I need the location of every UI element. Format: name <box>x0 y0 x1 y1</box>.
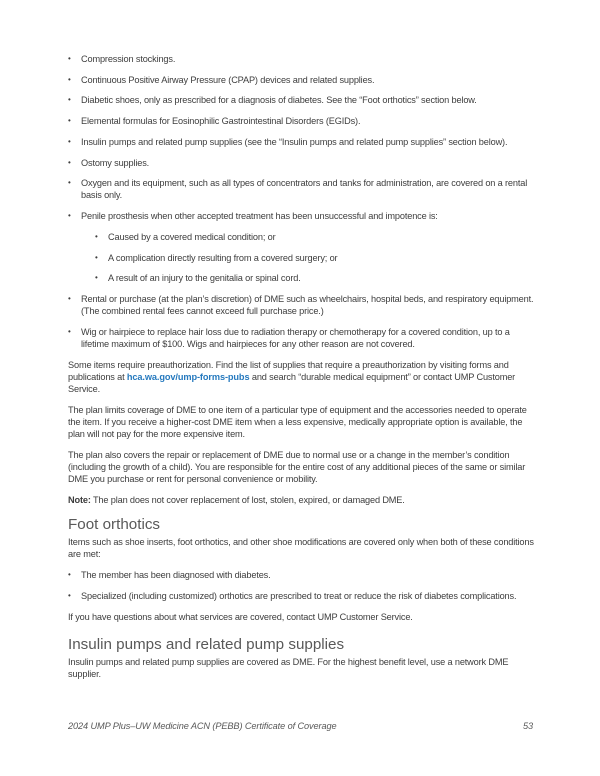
list-item <box>68 136 534 148</box>
list-item <box>68 293 534 317</box>
paragraph-repair-replacement: The plan also covers the repair or replacement of DME due to normal use or a change in the member’s condition (including the growth of a child). You are responsible for the entire cost of any additional pieces of the same or similar DME you purchase or rent for personal convenience or mobility. <box>68 449 526 485</box>
insulin-pumps-body: Insulin pumps and related pump supplies are covered as DME. For the highest benefit level, use a network DME supplier. <box>68 656 509 679</box>
bullet-icon: • <box>68 211 71 221</box>
list-item-text: Ostomy supplies. <box>81 157 150 168</box>
paragraph-note <box>68 494 534 506</box>
sub-list-item <box>95 231 534 243</box>
footer-document-title: 2024 UMP Plus–UW Medicine ACN (PEBB) Certificate of Coverage <box>68 721 337 731</box>
list-item-text: The member has been diagnosed with diabetes. <box>81 570 271 581</box>
foot-orthotics-outro: If you have questions about what services are covered, contact UMP Customer Service. <box>68 611 413 622</box>
list-item-text: Oxygen and its equipment, such as all types of concentrators and tanks for administration, are covered on a rental basis only. <box>81 178 528 201</box>
sub-list-item <box>95 252 534 264</box>
list-item <box>68 115 534 127</box>
penile-conditions-sublist <box>68 231 534 285</box>
bullet-icon: • <box>95 273 98 283</box>
list-item <box>68 157 534 169</box>
sub-list-item <box>95 272 534 284</box>
list-item <box>68 326 534 350</box>
bullet-icon: • <box>68 157 71 167</box>
list-item-text: Specialized (including customized) orthotics are prescribed to treat or reduce the risk of diabetes complications. <box>81 590 517 601</box>
list-item-text: Wig or hairpiece to replace hair loss due to radiation therapy or chemotherapy for a covered condition, up to a lifetime maximum of $100. Wigs and hairpieces for any other reason are not covered. <box>81 326 510 350</box>
link-ump-forms-pubs[interactable]: hca.wa.gov/ump-forms-pubs <box>126 371 250 382</box>
list-item-text: Penile prosthesis when other accepted treatment has been unsuccessful and impotence is: <box>81 211 438 222</box>
bullet-icon: • <box>68 74 71 84</box>
bullet-icon: • <box>68 54 71 63</box>
list-item-text: Elemental formulas for Eosinophilic Gastrointestinal Disorders (EGIDs). <box>81 116 361 127</box>
paragraph-preauthorization <box>68 359 534 396</box>
sub-list-item-text: Caused by a covered medical condition; or <box>108 231 276 242</box>
bullet-icon: • <box>68 326 71 336</box>
covered-items-list-continued <box>68 293 534 350</box>
list-item-text: Diabetic shoes, only as prescribed for a diagnosis of diabetes. See the “Foot orthotics” section below. <box>81 95 477 106</box>
bullet-icon: • <box>68 293 71 303</box>
heading-insulin-pumps: Insulin pumps and related pump supplies <box>68 635 345 653</box>
page-content <box>68 53 534 689</box>
list-item <box>68 94 534 106</box>
list-item <box>68 590 534 602</box>
note-text: The plan does not cover replacement of lost, stolen, expired, or damaged DME. <box>90 495 405 506</box>
footer-page-number: 53 <box>522 721 533 731</box>
bullet-icon: • <box>68 116 71 126</box>
list-item <box>68 210 534 222</box>
bullet-icon: • <box>95 231 98 241</box>
list-item-text: Continuous Positive Airway Pressure (CPAP) devices and related supplies. <box>81 74 375 85</box>
foot-orthotics-intro: Items such as shoe inserts, foot orthotics, and other shoe modifications are covered only when both of these conditions are met: <box>68 537 534 560</box>
bullet-icon: • <box>68 95 71 105</box>
heading-foot-orthotics: Foot orthotics <box>68 516 161 534</box>
bullet-icon: • <box>68 178 71 188</box>
note-label: Note: <box>68 495 91 506</box>
list-item <box>68 177 534 201</box>
list-item <box>68 53 534 65</box>
bullet-icon: • <box>68 570 71 580</box>
bullet-icon: • <box>68 136 71 146</box>
list-item <box>68 74 534 86</box>
sub-list-item-text: A complication directly resulting from a covered surgery; or <box>108 252 338 263</box>
preauth-text-after-link: and search “durable medical equipment” or contact UMP Customer Service. <box>68 371 516 395</box>
list-item-text: Insulin pumps and related pump supplies (see the “Insulin pumps and related pump supplies” section below). <box>81 136 508 147</box>
bullet-icon: • <box>95 252 98 262</box>
list-item-text: Compression stockings. <box>81 54 176 64</box>
foot-orthotics-conditions-list <box>68 569 534 602</box>
list-item <box>68 569 534 581</box>
sub-list-item-text: A result of an injury to the genitalia or spinal cord. <box>108 273 301 284</box>
covered-items-list <box>68 53 534 222</box>
paragraph-coverage-limit: The plan limits coverage of DME to one item of a particular type of equipment and the accessories needed to operate the item. If you receive a higher-cost DME item when a less expensive, medically appropriate option is available, the plan will not pay for the more expensive item. <box>68 404 527 440</box>
bullet-icon: • <box>68 590 71 600</box>
page-footer <box>68 721 533 731</box>
list-item-text: Rental or purchase (at the plan’s discretion) of DME such as wheelchairs, hospital beds, and respiratory equipment. (The combined rental fees cannot exceed full purchase price.) <box>81 293 534 317</box>
preauth-text-before-link: Some items require preauthorization. Find the list of supplies that require a preauthorization by visiting forms and publications at <box>68 359 509 382</box>
